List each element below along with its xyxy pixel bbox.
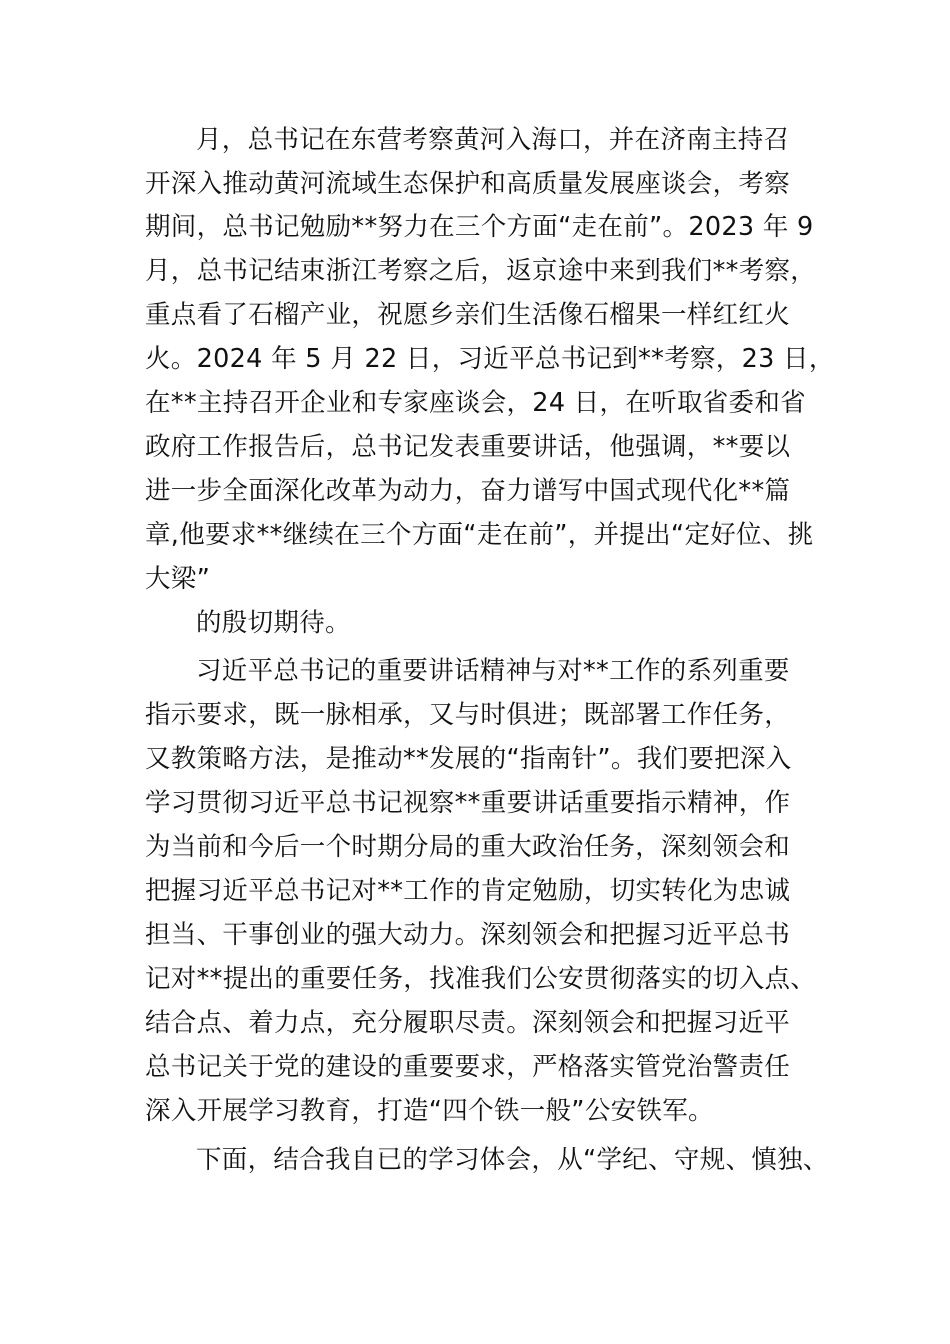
text-line: 火。2024 年 5 月 22 日，习近平总书记到**考察，23 日， bbox=[145, 344, 835, 374]
text-line: 下面，结合我自已的学习体会，从“学纪、守规、慎独、 bbox=[196, 1145, 829, 1175]
text-line: 结合点、着力点，充分履职尽责。深刻领会和把握习近平 bbox=[145, 1008, 791, 1038]
text-line: 大梁” bbox=[145, 564, 211, 594]
text-line: 月，总书记在东营考察黄河入海口，并在济南主持召 bbox=[196, 125, 790, 155]
text-line: 担当、干事创业的强大动力。深刻领会和把握习近平总书 bbox=[145, 920, 791, 950]
text-line: 在**主持召开企业和专家座谈会，24 日，在听取省委和省 bbox=[145, 388, 806, 418]
text-line: 开深入推动黄河流域生态保护和高质量发展座谈会，考察 bbox=[145, 169, 791, 199]
text-line: 进一步全面深化改革为动力，奋力谱写中国式现代化**篇 bbox=[145, 476, 791, 506]
text-line: 指示要求，既一脉相承，又与时俱进；既部署工作任务， bbox=[145, 700, 791, 730]
text-line: 为当前和今后一个时期分局的重大政治任务，深刻领会和 bbox=[145, 832, 791, 862]
text-line: 把握习近平总书记对**工作的肯定勉励，切实转化为忠诚 bbox=[145, 876, 791, 906]
text-line: 学习贯彻习近平总书记视察**重要讲话重要指示精神，作 bbox=[145, 788, 791, 818]
text-line: 月，总书记结束浙江考察之后，返京途中来到我们**考察， bbox=[145, 256, 817, 286]
text-line: 习近平总书记的重要讲话精神与对**工作的系列重要 bbox=[196, 656, 790, 686]
text-line: 重点看了石榴产业，祝愿乡亲们生活像石榴果一样红红火 bbox=[145, 300, 791, 330]
text-line: 期间，总书记勉励**努力在三个方面“走在前”。2023 年 9 bbox=[145, 212, 814, 242]
text-line: 记对**提出的重要任务，找准我们公安贯彻落实的切入点、 bbox=[145, 964, 817, 994]
text-line: 总书记关于党的建设的重要要求，严格落实管党治警责任 bbox=[145, 1052, 791, 1082]
text-line: 的殷切期待。 bbox=[196, 608, 351, 638]
text-line: 政府工作报告后，总书记发表重要讲话，他强调，**要以 bbox=[145, 432, 791, 462]
text-line: 又教策略方法，是推动**发展的“指南针”。我们要把深入 bbox=[145, 744, 792, 774]
text-line: 深入开展学习教育，打造“四个铁一般”公安铁军。 bbox=[145, 1096, 714, 1126]
text-line: 章,他要求**继续在三个方面“走在前”，并提出“定好位、挑 bbox=[145, 520, 814, 550]
